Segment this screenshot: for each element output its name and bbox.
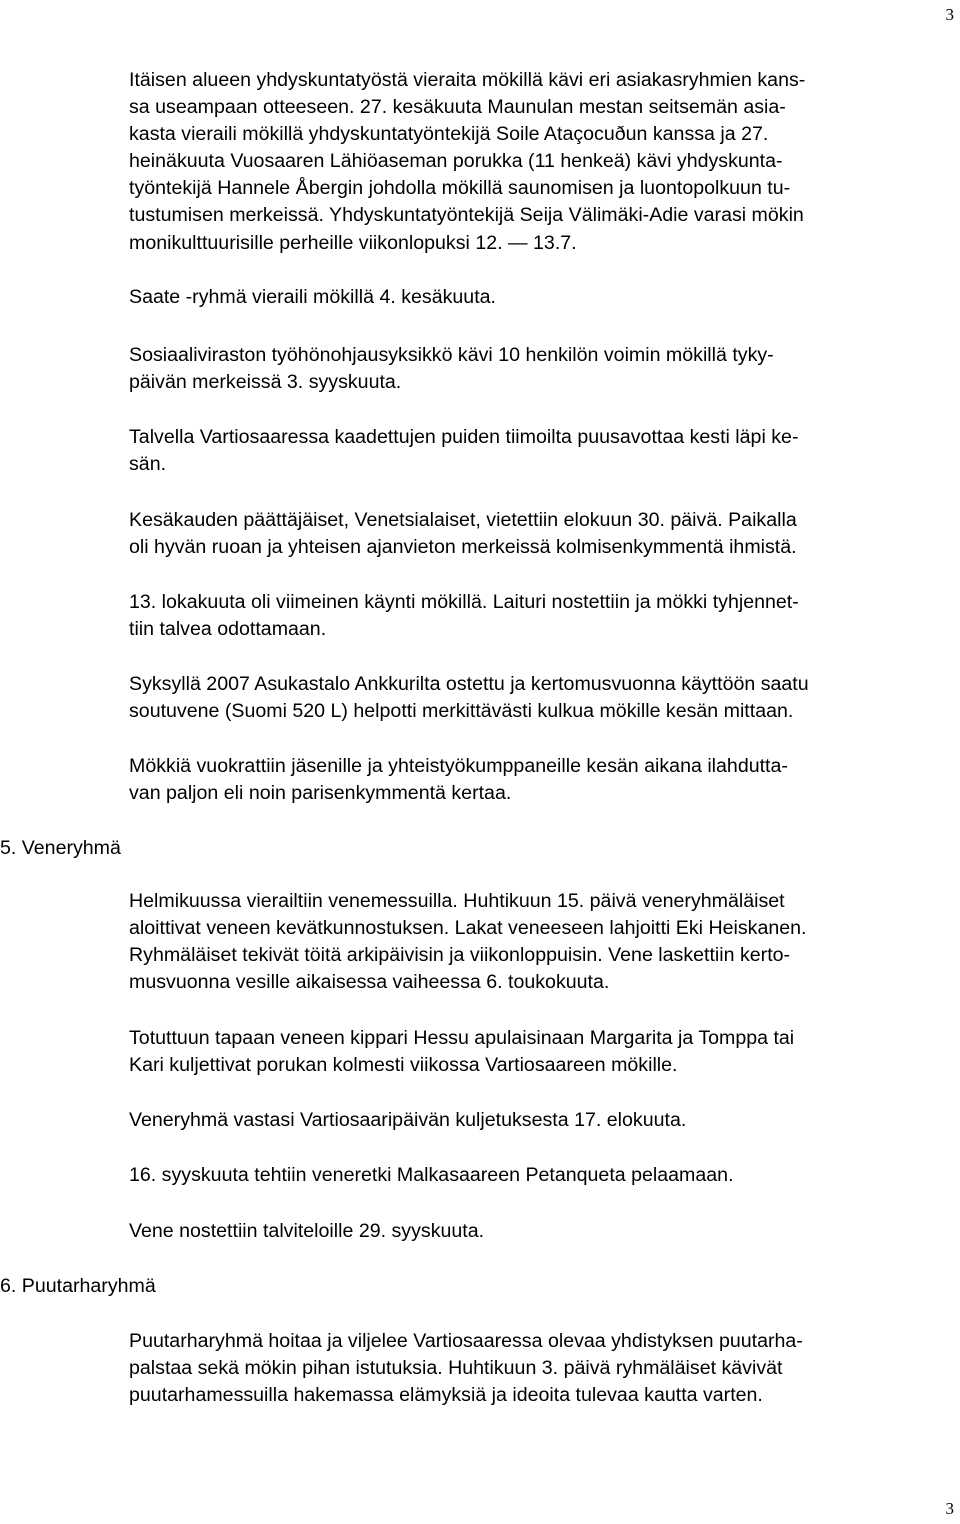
section-heading-puutarharyhma: 6. Puutarharyhmä <box>0 1275 156 1297</box>
text-line: Kari kuljettivat porukan kolmesti viikossa Vartiosaareen mökille. <box>129 1054 678 1077</box>
text-line: soutuvene (Suomi 520 L) helpotti merkittävästi kulkua mökille kesän mittaan. <box>129 700 794 723</box>
page-number-bottom: 3 <box>945 1499 954 1518</box>
text-line: Mökkiä vuokrattiin jäsenille ja yhteistyökumppaneille kesän aikana ilahdutta- <box>129 755 788 777</box>
text-line: palstaa sekä mökin pihan istutuksia. Huhtikuun 3. päivä ryhmäläiset kävivät <box>129 1357 783 1380</box>
paragraph-vene-nostettiin <box>129 1218 959 1245</box>
page-number-top: 3 <box>945 5 954 24</box>
paragraph-mokin-vuokraus <box>129 753 959 807</box>
paragraph-venemessut <box>129 888 959 996</box>
text-line: Kesäkauden päättäjäiset, Venetsialaiset, vietettiin elokuun 30. päivä. Paikalla <box>129 509 797 531</box>
text-line: tiin talvea odottamaan. <box>129 618 327 641</box>
text-line: Totuttuun tapaan veneen kippari Hessu apulaisinaan Margarita ja Tomppa tai <box>129 1027 795 1049</box>
section-heading-veneryhma: 5. Veneryhmä <box>0 837 121 859</box>
text-line: puutarhamessuilla hakemassa elämyksiä ja ideoita tulevaa kautta varten. <box>129 1384 763 1407</box>
paragraph-veneretki <box>129 1162 959 1189</box>
paragraph-kippari <box>129 1025 959 1079</box>
text-line: Sosiaaliviraston työhönohjausyksikkö kävi 10 henkilön voimin mökillä tyky- <box>129 344 774 366</box>
text-line: monikulttuurisille perheille viikonlopuksi 12. — 13.7. <box>129 231 577 254</box>
text-line: tustumisen merkeissä. Yhdyskuntatyöntekijä Seija Välimäki-Adie varasi mökin <box>129 204 804 227</box>
text-line: työntekijä Hannele Åbergin johdolla mökillä saunomisen ja luontopolkuun tu- <box>129 177 791 200</box>
text-line: Talvella Vartiosaaressa kaadettujen puiden tiimoilta puusavottaa kesti läpi ke- <box>129 426 799 448</box>
text-line: musvuonna vesille aikaisessa vaiheessa 6. toukokuuta. <box>129 971 610 994</box>
paragraph-puutarharyhma <box>129 1328 959 1409</box>
text-line: Ryhmäläiset tekivät töitä arkipäivisin ja viikonloppuisin. Vene laskettiin kerto- <box>129 944 791 967</box>
text-line: sän. <box>129 453 167 476</box>
paragraph-tyohonohjaus <box>129 342 959 396</box>
paragraph-soutuvene <box>129 671 959 725</box>
text-line: aloittivat veneen kevätkunnostuksen. Lakat veneeseen lahjoitti Eki Heiskanen. <box>129 917 807 940</box>
paragraph-itaisen-alue <box>129 67 959 257</box>
text-line: Vene nostettiin talviteloille 29. syyskuuta. <box>129 1220 485 1242</box>
text-line: Saate -ryhmä vieraili mökillä 4. kesäkuuta. <box>129 286 496 308</box>
paragraph-puusavotta <box>129 424 959 478</box>
text-line: Helmikuussa vierailtiin venemessuilla. Huhtikuun 15. päivä veneryhmäläiset <box>129 890 785 912</box>
paragraph-viimeinen-kaynti <box>129 589 959 643</box>
text-line: päivän merkeissä 3. syyskuuta. <box>129 371 402 394</box>
text-line: kasta vieraili mökillä yhdyskuntatyöntekijä Soile Ataçocuðun kanssa ja 27. <box>129 123 769 146</box>
text-line: 13. lokakuuta oli viimeinen käynti mökillä. Laituri nostettiin ja mökki tyhjennet- <box>129 591 799 613</box>
text-line: van paljon eli noin parisenkymmentä kertaa. <box>129 782 512 805</box>
text-line: 16. syyskuuta tehtiin veneretki Malkasaareen Petanqueta pelaamaan. <box>129 1164 734 1186</box>
paragraph-saate <box>129 284 959 311</box>
text-line: heinäkuuta Vuosaaren Lähiöaseman porukka (11 henkeä) kävi yhdyskunta- <box>129 150 783 173</box>
text-line: Puutarharyhmä hoitaa ja viljelee Vartiosaaressa olevaa yhdistyksen puutarha- <box>129 1330 803 1352</box>
text-line: oli hyvän ruoan ja yhteisen ajanvieton merkeissä kolmisenkymmentä ihmistä. <box>129 536 797 559</box>
paragraph-venetsialaiset <box>129 507 959 561</box>
text-line: Veneryhmä vastasi Vartiosaaripäivän kuljetuksesta 17. elokuuta. <box>129 1109 687 1131</box>
text-line: Itäisen alueen yhdyskuntatyöstä vieraita mökillä kävi eri asiakasryhmien kans- <box>129 69 806 91</box>
text-line: sa useampaan otteeseen. 27. kesäkuuta Maunulan mestan seitsemän asia- <box>129 96 786 119</box>
text-line: Syksyllä 2007 Asukastalo Ankkurilta ostettu ja kertomusvuonna käyttöön saatu <box>129 673 809 695</box>
paragraph-vartiosaaripaiva <box>129 1107 959 1134</box>
